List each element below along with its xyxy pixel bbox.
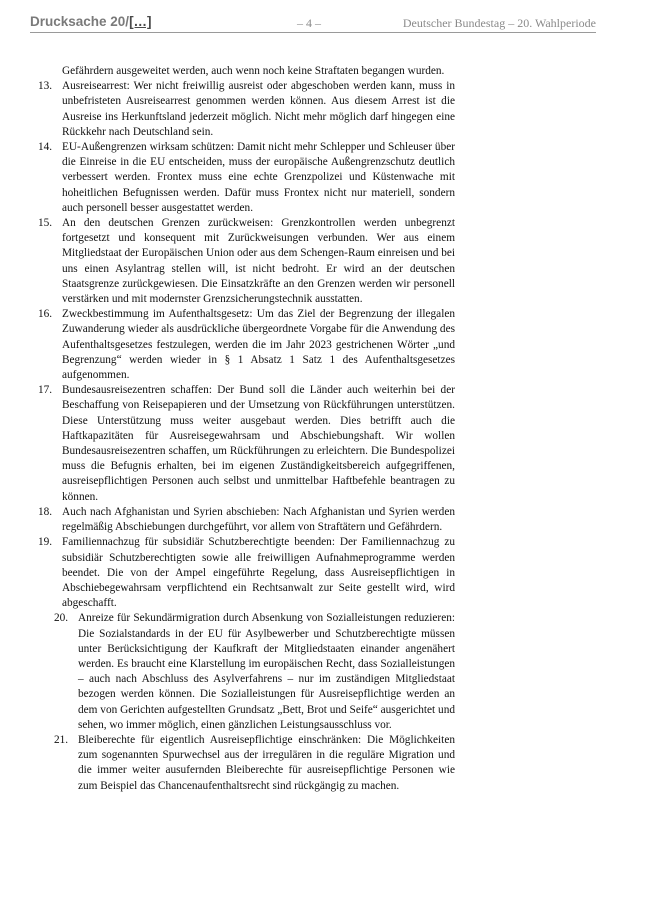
item-number: 21. [54,733,69,746]
item-text: Bleiberechte für eigentlich Ausreisepflichtige einschränken: Die Möglichkeiten zum sogenannten Spurwechsel aus der irregulären in die reguläre Migration und die immer weiter ausufernden Bleiberechte für ausreisepflichtige Personen wie zum Beispiel das Chancenaufenthaltsrecht sind rückgängig zu machen. [78,733,455,792]
page-header [30,12,596,34]
item-number: 16. [38,308,53,321]
item-number: 13. [38,80,53,93]
document-number-placeholder: […] [129,14,152,29]
item-number: 18. [38,505,53,518]
item-text: Auch nach Afghanistan und Syrien abschieben: Nach Afghanistan und Syrien werden regelmäßig Abschiebungen durchgeführt, vor allem von Straftätern und Gefährdern. [62,505,455,534]
list-item [30,216,455,307]
item-number: 17. [38,384,53,397]
continuation-paragraph: Gefährdern ausgeweitet werden, auch wenn noch keine Straftaten begangen wurden. [62,65,445,77]
item-text: Familiennachzug für subsidiär Schutzberechtigte beenden: Der Familiennachzug zu subsidiär Schutzberechtigten sowie alle freiwilligen Aufnahmeprogramme werden beendet. Die von der Ampel eingeführte Regelung, dass Ausreisepflichtigen in Abschiebegewahrsam verpflichtend ein Rechtsanwalt zur Seite gestellt wird, wird abgeschafft. [62,536,455,610]
item-text: An den deutschen Grenzen zurückweisen: Grenzkontrollen werden unbegrenzt fortgesetzt und konsequent mit Zurückweisungen verbunden. Wer aus einem Mitgliedstaat der Europäischen Union oder aus dem Schengen-Raum einreisen und bei uns einen Asylantrag stellen will, ist nicht bedroht. Er wird an der deutschen Staatsgrenze zurückgewiesen. Die Einsatzkräfte an den Grenzen werden wir personell verstärken und mit modernster Grenzsicherungstechnik ausstatten. [62,217,455,306]
list-item [30,611,455,733]
item-text: Anreize für Sekundärmigration durch Absenkung von Sozialleistungen reduzieren: Die Sozialstandards in der EU für Asylbewerber und Schutzberechtigte müssen unter Berücksichtigung der Kaufkraft der Mitgliedstaaten einander angenähert werden. Es braucht eine Klarstellung im europäischen Recht, dass Sozialleistungen – auch nach Abschluss des Asylverfahrens – nur im zuständigen Mitgliedstaat bezogen werden können. Die Sozialleistungen für Ausreisepflichtige werden an dem von Gerichten aufgestellten Grundsatz „Bett, Brot und Seife“ ausgerichtet und sehen, wo immer möglich, einen gänzlichen Leistungsausschluss vor. [78,612,455,731]
item-text: Zweckbestimmung im Aufenthaltsgesetz: Um das Ziel der Begrenzung der illegalen Zuwanderung wieder als ausdrückliche übergeordnete Vorgabe für die Anwendung des Aufenthaltsgesetzes festzulegen, werden die im Jahr 2023 gestrichenen Wörter „und Begrenzung“ werden wieder in § 1 Absatz 1 Satz 1 des Aufenthaltsgesetzes aufgenommen. [62,308,455,382]
list-item [30,535,455,611]
list-item [30,505,455,535]
item-text: EU-Außengrenzen wirksam schützen: Damit nicht mehr Schlepper und Schleuser über die Einreise in die EU entscheiden, muss der europäische Außengrenzschutz deutlich verbessert werden. Frontex muss eine echte Grenzpolizei und Küstenwache mit hoheitlichen Befugnissen werden. Dafür muss Frontex nicht nur materiell, sondern auch personell besser ausgestattet werden. [62,141,455,214]
publisher-label: Deutscher Bundestag – 20. Wahlperiode [402,16,596,30]
item-number: 20. [54,612,69,625]
header-divider [30,32,596,33]
item-number: 14. [38,141,53,154]
document-number [30,14,152,29]
item-text: Bundesausreisezentren schaffen: Der Bund soll die Länder auch weiterhin bei der Beschaffung von Reisepapieren und der Umsetzung von Rückführungen unterstützen. Diese Unterstützung muss weiter ausgebaut werden. Dies betrifft auch die Haftkapazitäten für Ausreisegewahrsam und Abschiebungshaft. Wir wollen Bundesausreisezentren schaffen, um Rückführungen zu erleichtern. Die Bundespolizei muss die Befugnis erhalten, bei im eigenen Zuständigkeitsbereich aufgegriffenen, ausreisepflichtigen Personen auch selbst und unmittelbar Haftbefehle beantragen zu können. [62,384,455,503]
list-item [30,733,455,794]
list-item [30,307,455,383]
page-number: – 4 – [297,16,321,30]
list-item [30,383,455,505]
list-item [30,140,455,216]
document-number-prefix: Drucksache 20/ [30,14,130,29]
item-text: Ausreisearrest: Wer nicht freiwillig ausreist oder abgeschoben werden kann, muss in unbefristeten Ausreisearrest genommen werden können. Aus diesem Arrest ist die Ausreise ins Herkunftsland jederzeit möglich. Nicht mehr möglich darf hingegen eine Rückkehr nach Deutschland sein. [62,80,455,138]
item-number: 19. [38,536,53,549]
item-number: 15. [38,217,53,230]
list-item [30,79,455,140]
body-text [30,64,455,794]
